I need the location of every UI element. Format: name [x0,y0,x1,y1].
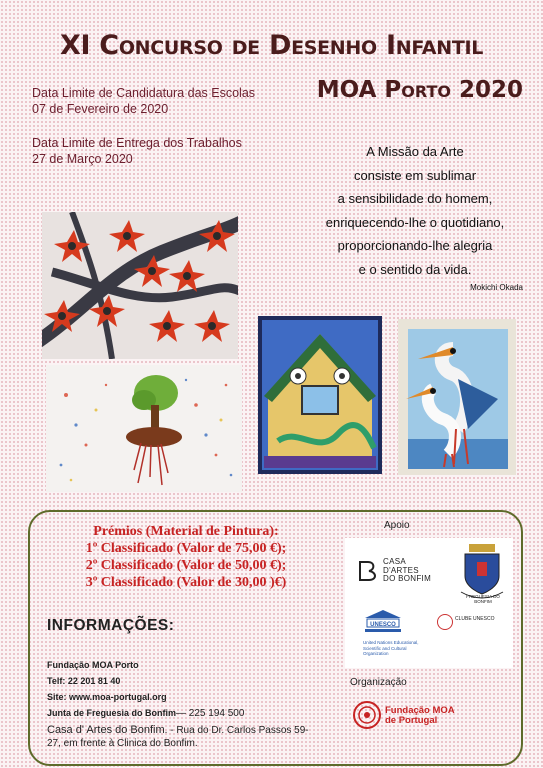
info-org: Fundação MOA Porto [47,660,139,670]
info-junta [47,708,244,719]
prize-first: 1º Classificado (Valor de 75,00 €); [85,541,287,556]
drawing-flowers-image [42,212,238,359]
casa-logo-line: CASA [383,557,406,566]
works-deadline-date: 27 de Março 2020 [32,152,133,166]
quote-line: A Missão da Arte [366,144,464,159]
quote-line: consiste em sublimar [353,167,477,183]
svg-text:UNESCO: UNESCO [370,622,396,628]
clube-unesco-text: CLUBE UNESCO [455,616,495,622]
unesco-temple-icon [363,608,403,638]
freguesia-logo-text: FREGUESIA DO BONFIM [466,594,500,604]
casa-address-2: 27, em frente à Clinica do Bonfim. [47,738,198,749]
quote-line: e o sentido da vida. [358,261,472,277]
casa-artes-logo-icon [357,560,379,582]
moa-logo-text [385,706,455,726]
casa-logo-line: DO BONFIM [383,574,432,583]
drawing-house-image [258,316,382,474]
junta-phone: — 225 194 500 [176,708,245,719]
poster-subtitle: MOA Porto 2020 [316,77,523,103]
moa-logo-line: Fundação MOA [385,705,455,716]
moa-logo-line: de Portugal [385,715,438,726]
prize-second: 2º Classificado (Valor de 50,00 €); [85,558,287,573]
clube-unesco-icon [437,614,453,630]
moa-logo-icon [352,700,382,730]
schools-deadline-date: 07 de Fevereiro de 2020 [32,102,169,116]
works-deadline [32,135,242,167]
quote-author: Mokichi Okada [470,283,523,292]
schools-deadline-label: Data Limite de Candidatura das Escolas [32,86,256,100]
prize-third: 3º Classificado (Valor de 30,00 )€) [85,575,287,590]
freguesia-crest-icon [457,542,507,602]
prizes-list [66,523,306,591]
drawing-tree-image [46,365,242,492]
apoio-label: Apoio [384,520,410,531]
casa-logo-line: D'ARTES [383,565,419,575]
unesco-text: United Nations Educational, Scientific and Cultural Organization [363,640,419,656]
casa-address-1: . - Rua do Dr. Carlos Passos 59- [164,725,309,736]
poster-title: XI Concurso de Desenho Infantil [59,30,484,61]
casa-name: Casa d' Artes do Bonfim [47,724,165,736]
works-deadline-label: Data Limite de Entrega dos Trabalhos [32,136,242,150]
organizacao-label: Organização [350,677,407,688]
casa-artes-logo-text [383,558,431,584]
junta-name: Junta de Freguesia do Bonfim [47,708,177,718]
sponsors-logos [345,538,513,668]
info-site[interactable]: Site: www.moa-portugal.org [47,692,167,702]
quote-line: proporcionando-lhe alegria [337,238,493,253]
drawing-herons-image [398,319,516,475]
info-heading: INFORMAÇÕES: [47,617,175,634]
prizes-heading: Prémios (Material de Pintura): [93,524,279,539]
quote-line: a sensibilidade do homem, [337,191,493,206]
quote [300,140,530,281]
info-casa [47,724,347,750]
quote-line: enriquecendo-lhe o quotidiano, [325,214,505,230]
schools-deadline [32,85,255,117]
info-phone: Telf: 22 201 81 40 [47,676,121,686]
